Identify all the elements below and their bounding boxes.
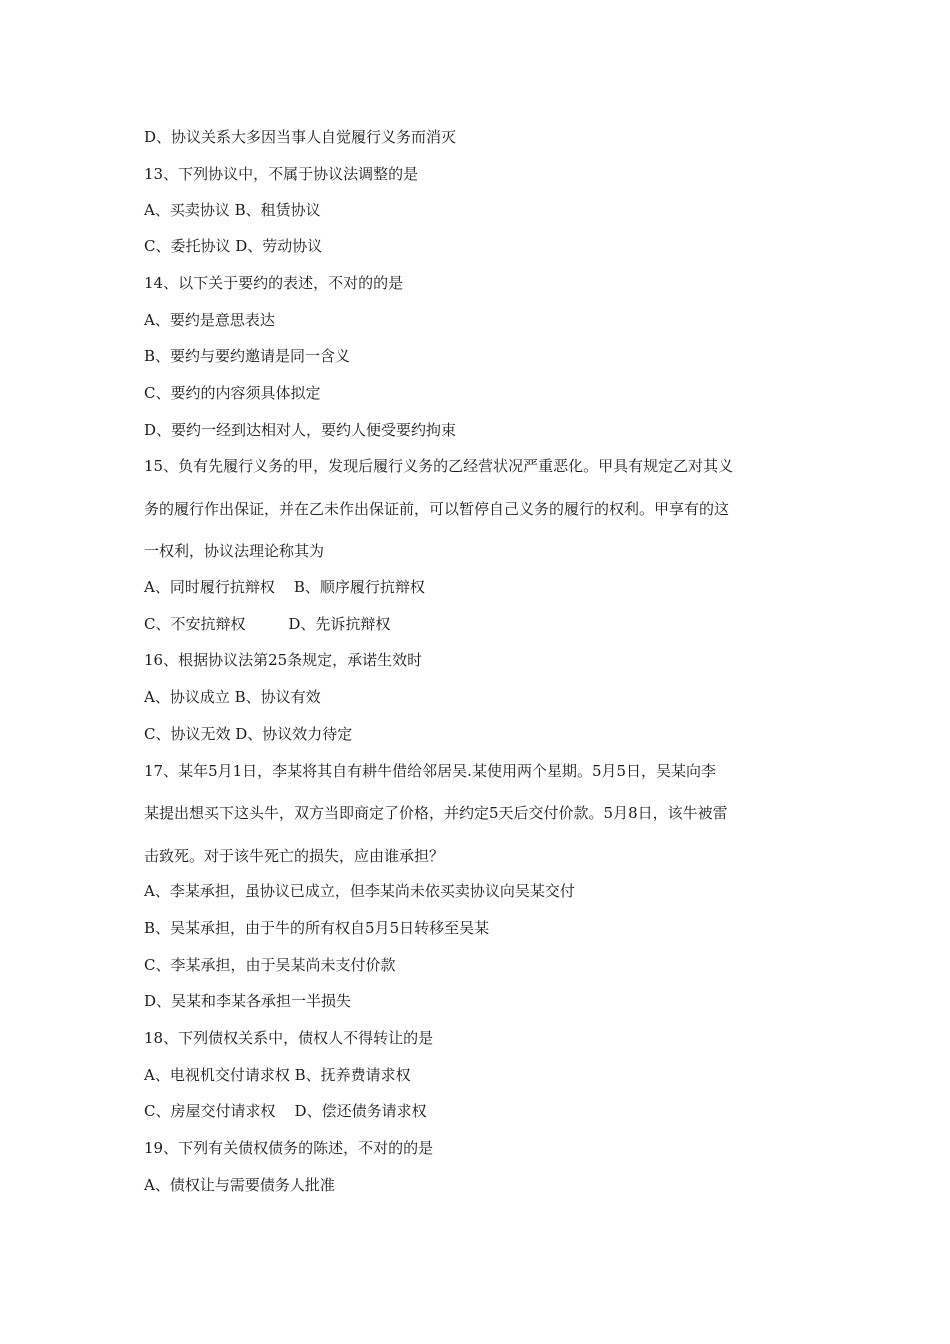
option-17-a: A、李某承担，虽协议已成立，但李某尚未依买卖协议向吴某交付 bbox=[144, 882, 575, 900]
option-14-c: C、要约的内容须具体拟定 bbox=[144, 384, 321, 402]
option-13-cd: C、委托协议 D、劳动协议 bbox=[144, 237, 323, 255]
option-16-cd: C、协议无效 D、协议效力待定 bbox=[144, 725, 353, 743]
option-14-a: A、要约是意思表达 bbox=[144, 311, 275, 329]
option-14-b: B、要约与要约邀请是同一含义 bbox=[144, 347, 351, 365]
question-17-line-2: 某提出想买下这头牛，双方当即商定了价格，并约定5天后交付价款。5月8日，该牛被雷 bbox=[144, 804, 728, 822]
question-17-line-3: 击致死。对于该牛死亡的损失，应由谁承担？ bbox=[144, 847, 445, 865]
option-14-d: D、要约一经到达相对人，要约人便受要约拘束 bbox=[144, 421, 457, 439]
option-17-b: B、吴某承担，由于牛的所有权自5月5日转移至吴某 bbox=[144, 919, 490, 937]
option-15-cd: C、不安抗辩权 D、先诉抗辩权 bbox=[144, 615, 391, 633]
option-13-ab: A、买卖协议 B、租赁协议 bbox=[144, 201, 321, 219]
question-15-line-3: 一权利，协议法理论称其为 bbox=[144, 542, 325, 560]
option-16-ab: A、协议成立 B、协议有效 bbox=[144, 688, 321, 706]
question-13: 13、下列协议中，不属于协议法调整的是 bbox=[144, 165, 419, 183]
option-19-a: A、债权让与需要债务人批准 bbox=[144, 1176, 335, 1194]
option-17-d: D、吴某和李某各承担一半损失 bbox=[144, 992, 352, 1010]
question-14: 14、以下关于要约的表述，不对的的是 bbox=[144, 274, 404, 292]
question-18: 18、下列债权关系中，债权人不得转让的是 bbox=[144, 1029, 434, 1047]
question-15-line-2: 务的履行作出保证，并在乙未作出保证前，可以暂停自己义务的履行的权利。甲享有的这 bbox=[144, 500, 730, 518]
option-12-d: D、协议关系大多因当事人自觉履行义务而消灭 bbox=[144, 128, 457, 146]
question-16: 16、根据协议法第25条规定，承诺生效时 bbox=[144, 651, 423, 669]
option-15-ab: A、同时履行抗辩权 B、顺序履行抗辩权 bbox=[144, 578, 425, 596]
question-19: 19、下列有关债权债务的陈述，不对的的是 bbox=[144, 1139, 434, 1157]
question-17-line-1: 17、某年5月1日，李某将其自有耕牛借给邻居吴.某使用两个星期。5月5日，吴某向李 bbox=[144, 762, 717, 780]
option-17-c: C、李某承担，由于吴某尚未支付价款 bbox=[144, 956, 396, 974]
option-18-ab: A、电视机交付请求权 B、抚养费请求权 bbox=[144, 1066, 411, 1084]
question-15-line-1: 15、负有先履行义务的甲，发现后履行义务的乙经营状况严重恶化。甲具有规定乙对其义 bbox=[144, 457, 734, 475]
option-18-cd: C、房屋交付请求权 D、偿还债务请求权 bbox=[144, 1102, 427, 1120]
